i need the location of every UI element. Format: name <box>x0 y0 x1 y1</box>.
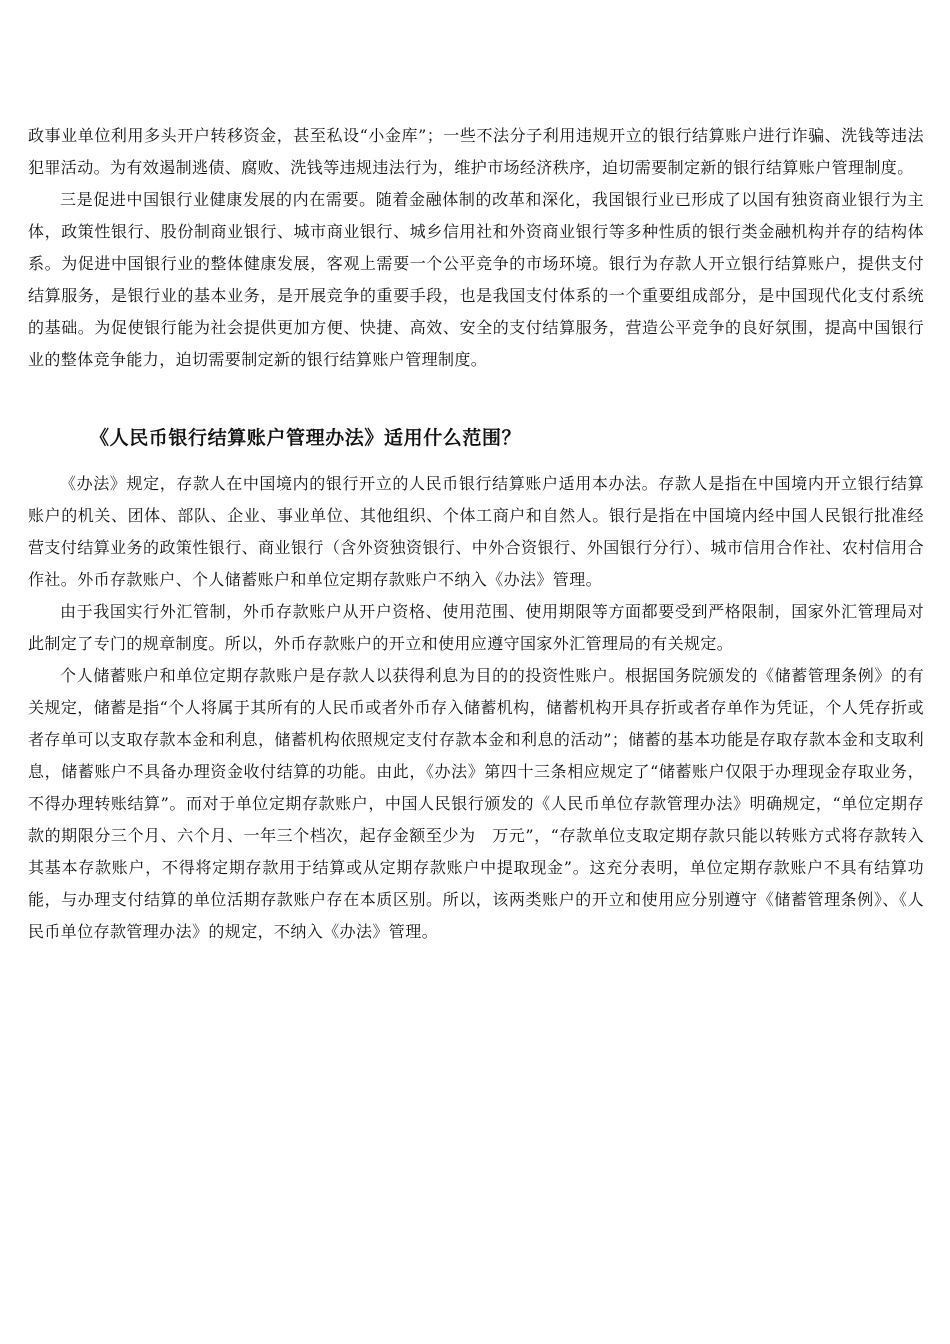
section-heading: 《人民币银行结算账户管理办法》适用什么范围？ <box>90 427 522 449</box>
paragraph-continuation: 政事业单位利用多头开户转移资金，甚至私设“小金库”；一些不法分子利用违规开立的银行结算账户进行诈骗、洗钱等违法犯罪活动。为有效遏制逃债、腐败、洗钱等违规违法行为，维护市场经济秩序，迫切需要制定新的银行结算账户管理制度。 <box>28 126 924 177</box>
paragraph-foreign-currency: 由于我国实行外汇管制，外币存款账户从开户资格、使用范围、使用期限等方面都要受到严格限制，国家外汇管理局对此制定了专门的规章制度。所以，外币存款账户的开立和使用应遵守国家外汇管理局的有关规定。 <box>28 602 924 653</box>
paragraph-banking-development: 三是促进中国银行业健康发展的内在需要。随着金融体制的改革和深化，我国银行业已形成了以国有独资商业银行为主体，政策性银行、股份制商业银行、城市商业银行、城乡信用社和外资商业银行等多种性质的银行类金融机构并存的结构体系。为促进中国银行业的整体健康发展，客观上需要一个公平竞争的市场环境。银行为存款人开立银行结算账户，提供支付结算服务，是银行业的基本业务，是开展竞争的重要手段，也是我国支付体系的一个重要组成部分，是中国现代化支付系统的基础。为促使银行能为社会提供更加方便、快捷、高效、安全的支付结算服务，营造公平竞争的良好氛围，提高中国银行业的整体竞争能力，迫切需要制定新的银行结算账户管理制度。 <box>28 190 924 369</box>
document-page <box>28 120 924 948</box>
paragraph-savings-deposit: 个人储蓄账户和单位定期存款账户是存款人以获得利息为目的的投资性账户。根据国务院颁发的《储蓄管理条例》的有关规定，储蓄是指“个人将属于其所有的人民币或者外币存入储蓄机构，储蓄机构开具存折或者存单作为凭证，个人凭存折或者存单可以支取存款本金和利息，储蓄机构依照规定支付存款本金和利息的活动”；储蓄的基本功能是存取存款本金和支取利息，储蓄账户不具备办理资金收付结算的功能。由此，《办法》第四十三条相应规定了“储蓄账户仅限于办理现金存取业务，不得办理转账结算”。而对于单位定期存款账户，中国人民银行颁发的《人民币单位存款管理办法》明确规定，“单位定期存款的期限分三个月、六个月、一年三个档次，起存金额至少为 万元”，“存款单位支取定期存款只能以转账方式将存款转入其基本存款账户，不得将定期存款用于结算或从定期存款账户中提取现金”。这充分表明，单位定期存款账户不具有结算功能，与办理支付结算的单位活期存款账户存在本质区别。所以，该两类账户的开立和使用应分别遵守《储蓄管理条例》、《人民币单位存款管理办法》的规定，不纳入《办法》管理。 <box>28 666 924 941</box>
paragraph-scope: 《办法》规定，存款人在中国境内的银行开立的人民币银行结算账户适用本办法。存款人是指在中国境内开立银行结算账户的机关、团体、部队、企业、事业单位、其他组织、个体工商户和自然人。银行是指在中国境内经中国人民银行批准经营支付结算业务的政策性银行、商业银行（含外资独资银行、中外合资银行、外国银行分行）、城市信用合作社、农村信用合作社。外币存款账户、个人储蓄账户和单位定期存款账户不纳入《办法》管理。 <box>28 474 924 589</box>
